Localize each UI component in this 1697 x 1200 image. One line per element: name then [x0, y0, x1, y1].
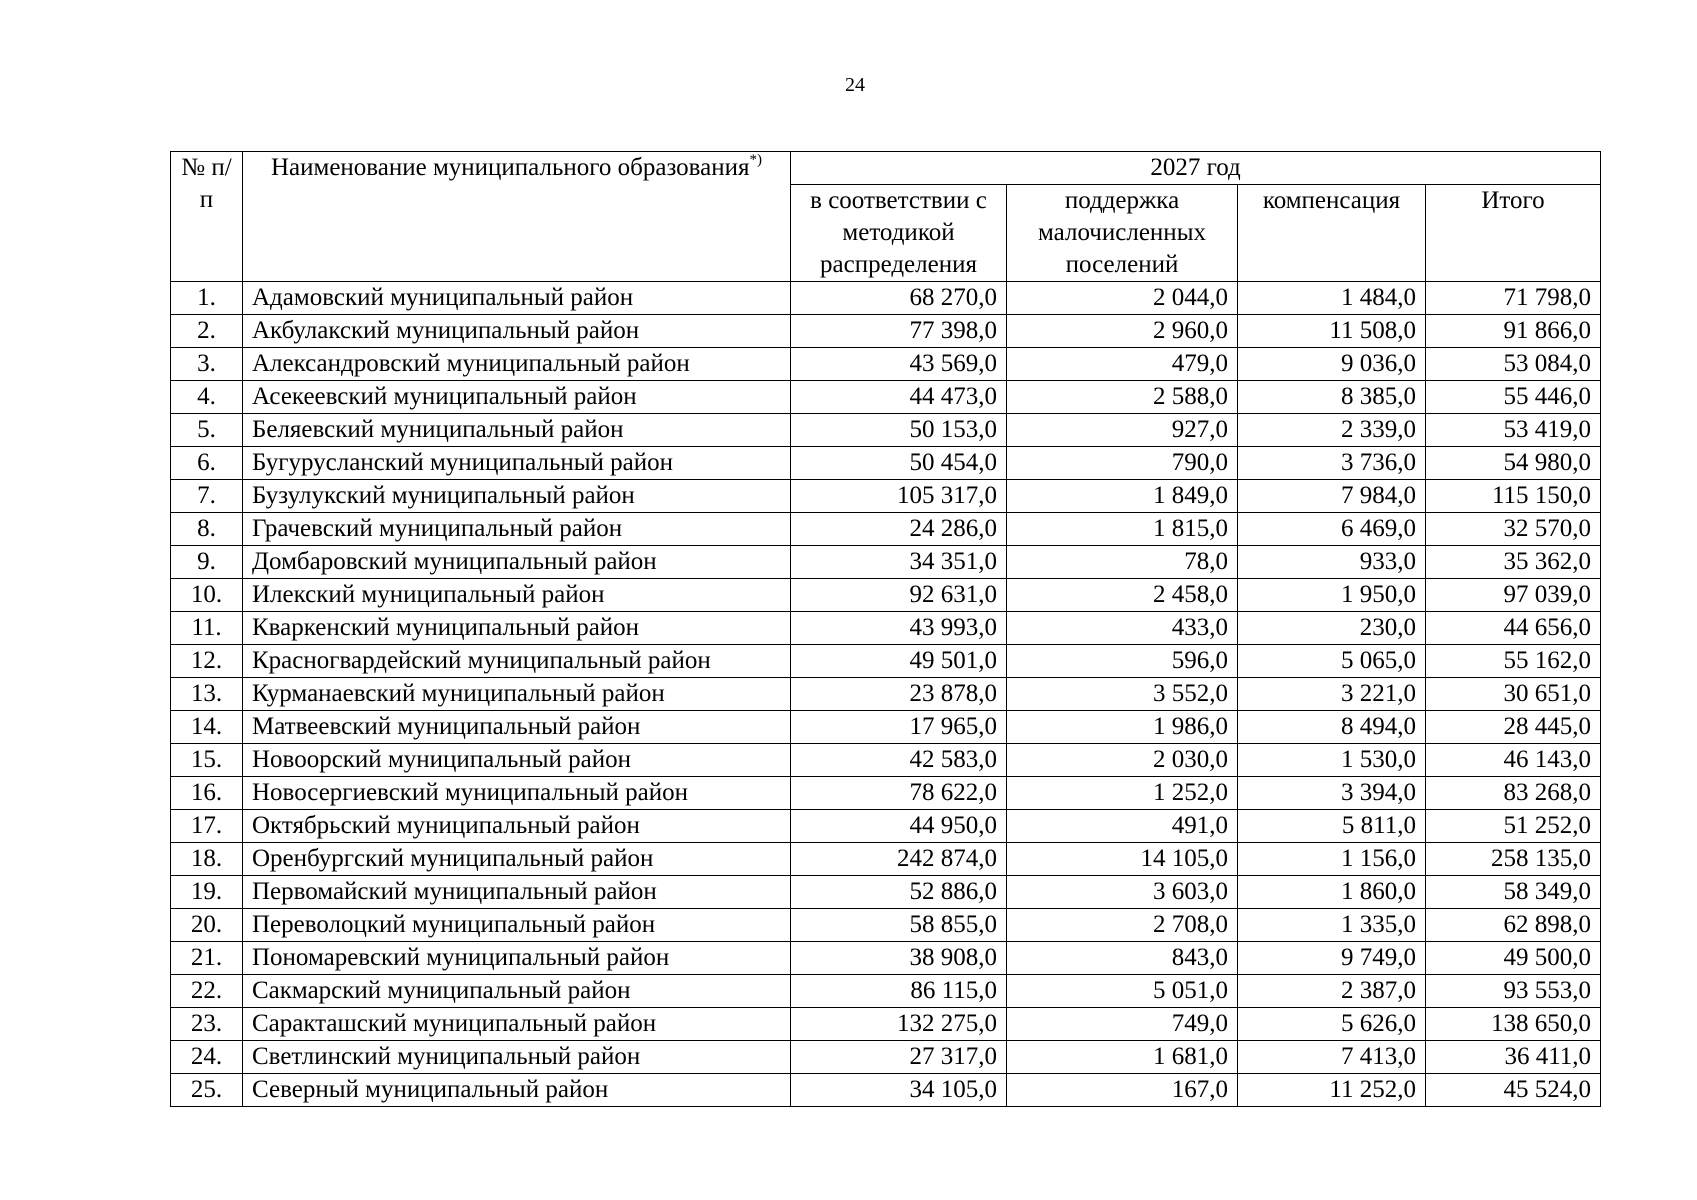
value-methodology: 34 105,0 — [791, 1074, 1007, 1107]
municipality-name: Переволоцкий муниципальный район — [243, 909, 791, 942]
value-total: 30 651,0 — [1426, 678, 1601, 711]
municipality-name: Северный муниципальный район — [243, 1074, 791, 1107]
table-row — [171, 447, 1601, 480]
value-small-settlements: 5 051,0 — [1007, 975, 1238, 1008]
value-compensation: 9 749,0 — [1238, 942, 1426, 975]
row-number: 20. — [171, 909, 243, 942]
value-compensation: 933,0 — [1238, 546, 1426, 579]
value-total: 53 084,0 — [1426, 348, 1601, 381]
value-compensation: 11 252,0 — [1238, 1074, 1426, 1107]
value-small-settlements: 78,0 — [1007, 546, 1238, 579]
row-number: 22. — [171, 975, 243, 1008]
header-name-footnote-mark: *) — [749, 151, 763, 168]
value-small-settlements: 1 681,0 — [1007, 1041, 1238, 1074]
table-row — [171, 348, 1601, 381]
value-total: 28 445,0 — [1426, 711, 1601, 744]
value-total: 55 446,0 — [1426, 381, 1601, 414]
header-name — [243, 152, 791, 282]
value-small-settlements: 927,0 — [1007, 414, 1238, 447]
municipality-name: Оренбургский муниципальный район — [243, 843, 791, 876]
value-methodology: 43 993,0 — [791, 612, 1007, 645]
value-total: 36 411,0 — [1426, 1041, 1601, 1074]
value-methodology: 34 351,0 — [791, 546, 1007, 579]
value-total: 49 500,0 — [1426, 942, 1601, 975]
row-number: 18. — [171, 843, 243, 876]
value-compensation: 2 339,0 — [1238, 414, 1426, 447]
value-compensation: 3 394,0 — [1238, 777, 1426, 810]
table-header — [171, 152, 1601, 282]
value-compensation: 3 736,0 — [1238, 447, 1426, 480]
value-methodology: 44 950,0 — [791, 810, 1007, 843]
table-row — [171, 612, 1601, 645]
municipality-name: Грачевский муниципальный район — [243, 513, 791, 546]
municipality-name: Бузулукский муниципальный район — [243, 480, 791, 513]
value-methodology: 44 473,0 — [791, 381, 1007, 414]
table-row — [171, 1074, 1601, 1107]
header-number: № п/п — [171, 152, 243, 282]
value-total: 51 252,0 — [1426, 810, 1601, 843]
table-row — [171, 645, 1601, 678]
table-row — [171, 546, 1601, 579]
value-total: 71 798,0 — [1426, 282, 1601, 315]
value-small-settlements: 749,0 — [1007, 1008, 1238, 1041]
value-total: 83 268,0 — [1426, 777, 1601, 810]
value-methodology: 52 886,0 — [791, 876, 1007, 909]
value-compensation: 5 065,0 — [1238, 645, 1426, 678]
row-number: 16. — [171, 777, 243, 810]
row-number: 5. — [171, 414, 243, 447]
municipality-name: Домбаровский муниципальный район — [243, 546, 791, 579]
value-total: 97 039,0 — [1426, 579, 1601, 612]
row-number: 6. — [171, 447, 243, 480]
value-small-settlements: 2 458,0 — [1007, 579, 1238, 612]
value-total: 35 362,0 — [1426, 546, 1601, 579]
row-number: 9. — [171, 546, 243, 579]
value-methodology: 50 153,0 — [791, 414, 1007, 447]
row-number: 8. — [171, 513, 243, 546]
municipality-name: Красногвардейский муниципальный район — [243, 645, 791, 678]
table-row — [171, 1041, 1601, 1074]
value-small-settlements: 1 252,0 — [1007, 777, 1238, 810]
row-number: 3. — [171, 348, 243, 381]
municipality-name: Беляевский муниципальный район — [243, 414, 791, 447]
value-total: 91 866,0 — [1426, 315, 1601, 348]
municipality-name: Саракташский муниципальный район — [243, 1008, 791, 1041]
value-compensation: 6 469,0 — [1238, 513, 1426, 546]
value-total: 54 980,0 — [1426, 447, 1601, 480]
row-number: 7. — [171, 480, 243, 513]
value-total: 53 419,0 — [1426, 414, 1601, 447]
value-compensation: 1 860,0 — [1238, 876, 1426, 909]
table-row — [171, 975, 1601, 1008]
header-col-compensation: компенсация — [1238, 185, 1426, 282]
value-small-settlements: 1 986,0 — [1007, 711, 1238, 744]
table-body — [171, 282, 1601, 1107]
value-methodology: 92 631,0 — [791, 579, 1007, 612]
value-total: 58 349,0 — [1426, 876, 1601, 909]
value-methodology: 50 454,0 — [791, 447, 1007, 480]
table-row — [171, 942, 1601, 975]
value-compensation: 7 413,0 — [1238, 1041, 1426, 1074]
header-year: 2027 год — [791, 152, 1601, 185]
municipality-name: Пономаревский муниципальный район — [243, 942, 791, 975]
value-methodology: 68 270,0 — [791, 282, 1007, 315]
municipality-name: Курманаевский муниципальный район — [243, 678, 791, 711]
value-small-settlements: 2 588,0 — [1007, 381, 1238, 414]
header-col-small-settlements: поддержка малочисленных поселений — [1007, 185, 1238, 282]
table-row — [171, 810, 1601, 843]
header-name-text: Наименование муниципального образования — [270, 154, 750, 181]
value-compensation: 8 494,0 — [1238, 711, 1426, 744]
row-number: 1. — [171, 282, 243, 315]
row-number: 19. — [171, 876, 243, 909]
budget-table — [170, 151, 1601, 1107]
table-row — [171, 579, 1601, 612]
table-row — [171, 843, 1601, 876]
row-number: 11. — [171, 612, 243, 645]
row-number: 12. — [171, 645, 243, 678]
row-number: 17. — [171, 810, 243, 843]
value-methodology: 49 501,0 — [791, 645, 1007, 678]
municipality-name: Сакмарский муниципальный район — [243, 975, 791, 1008]
header-col-total: Итого — [1426, 185, 1601, 282]
row-number: 24. — [171, 1041, 243, 1074]
row-number: 4. — [171, 381, 243, 414]
value-compensation: 8 385,0 — [1238, 381, 1426, 414]
municipality-name: Бугурусланский муниципальный район — [243, 447, 791, 480]
table-row — [171, 480, 1601, 513]
value-total: 32 570,0 — [1426, 513, 1601, 546]
value-small-settlements: 790,0 — [1007, 447, 1238, 480]
table-row — [171, 711, 1601, 744]
value-total: 115 150,0 — [1426, 480, 1601, 513]
value-methodology: 43 569,0 — [791, 348, 1007, 381]
value-total: 45 524,0 — [1426, 1074, 1601, 1107]
value-compensation: 9 036,0 — [1238, 348, 1426, 381]
municipality-name: Илекский муниципальный район — [243, 579, 791, 612]
row-number: 13. — [171, 678, 243, 711]
value-methodology: 242 874,0 — [791, 843, 1007, 876]
municipality-name: Акбулакский муниципальный район — [243, 315, 791, 348]
municipality-name: Новосергиевский муниципальный район — [243, 777, 791, 810]
municipality-name: Октябрьский муниципальный район — [243, 810, 791, 843]
value-methodology: 42 583,0 — [791, 744, 1007, 777]
table-row — [171, 513, 1601, 546]
value-small-settlements: 167,0 — [1007, 1074, 1238, 1107]
table-row — [171, 1008, 1601, 1041]
municipality-name: Первомайский муниципальный район — [243, 876, 791, 909]
value-small-settlements: 491,0 — [1007, 810, 1238, 843]
value-total: 258 135,0 — [1426, 843, 1601, 876]
value-compensation: 1 156,0 — [1238, 843, 1426, 876]
value-methodology: 23 878,0 — [791, 678, 1007, 711]
table-row — [171, 315, 1601, 348]
value-total: 46 143,0 — [1426, 744, 1601, 777]
value-methodology: 86 115,0 — [791, 975, 1007, 1008]
table-row — [171, 744, 1601, 777]
value-small-settlements: 596,0 — [1007, 645, 1238, 678]
header-col-methodology: в соответствии с методикой распределения — [791, 185, 1007, 282]
value-small-settlements: 3 603,0 — [1007, 876, 1238, 909]
value-small-settlements: 1 815,0 — [1007, 513, 1238, 546]
value-compensation: 5 811,0 — [1238, 810, 1426, 843]
value-small-settlements: 2 030,0 — [1007, 744, 1238, 777]
municipality-name: Адамовский муниципальный район — [243, 282, 791, 315]
row-number: 21. — [171, 942, 243, 975]
table-row — [171, 678, 1601, 711]
row-number: 2. — [171, 315, 243, 348]
value-compensation: 11 508,0 — [1238, 315, 1426, 348]
municipality-name: Светлинский муниципальный район — [243, 1041, 791, 1074]
value-small-settlements: 2 708,0 — [1007, 909, 1238, 942]
table-row — [171, 876, 1601, 909]
value-methodology: 27 317,0 — [791, 1041, 1007, 1074]
value-methodology: 38 908,0 — [791, 942, 1007, 975]
municipality-name: Матвеевский муниципальный район — [243, 711, 791, 744]
row-number: 25. — [171, 1074, 243, 1107]
value-compensation: 230,0 — [1238, 612, 1426, 645]
value-compensation: 1 530,0 — [1238, 744, 1426, 777]
value-compensation: 1 484,0 — [1238, 282, 1426, 315]
value-compensation: 3 221,0 — [1238, 678, 1426, 711]
value-small-settlements: 3 552,0 — [1007, 678, 1238, 711]
table-row — [171, 909, 1601, 942]
value-methodology: 17 965,0 — [791, 711, 1007, 744]
value-compensation: 7 984,0 — [1238, 480, 1426, 513]
value-compensation: 1 950,0 — [1238, 579, 1426, 612]
value-total: 138 650,0 — [1426, 1008, 1601, 1041]
value-total: 44 656,0 — [1426, 612, 1601, 645]
value-small-settlements: 2 960,0 — [1007, 315, 1238, 348]
value-methodology: 132 275,0 — [791, 1008, 1007, 1041]
table-row — [171, 777, 1601, 810]
value-compensation: 5 626,0 — [1238, 1008, 1426, 1041]
value-total: 62 898,0 — [1426, 909, 1601, 942]
value-methodology: 105 317,0 — [791, 480, 1007, 513]
value-compensation: 2 387,0 — [1238, 975, 1426, 1008]
municipality-name: Асекеевский муниципальный район — [243, 381, 791, 414]
page-number: 24 — [845, 74, 865, 96]
value-small-settlements: 433,0 — [1007, 612, 1238, 645]
municipality-name: Кваркенский муниципальный район — [243, 612, 791, 645]
value-methodology: 24 286,0 — [791, 513, 1007, 546]
table-row — [171, 381, 1601, 414]
municipality-name: Александровский муниципальный район — [243, 348, 791, 381]
row-number: 14. — [171, 711, 243, 744]
value-methodology: 58 855,0 — [791, 909, 1007, 942]
value-small-settlements: 843,0 — [1007, 942, 1238, 975]
value-compensation: 1 335,0 — [1238, 909, 1426, 942]
value-methodology: 78 622,0 — [791, 777, 1007, 810]
value-small-settlements: 14 105,0 — [1007, 843, 1238, 876]
value-small-settlements: 1 849,0 — [1007, 480, 1238, 513]
value-small-settlements: 479,0 — [1007, 348, 1238, 381]
row-number: 15. — [171, 744, 243, 777]
row-number: 10. — [171, 579, 243, 612]
row-number: 23. — [171, 1008, 243, 1041]
value-methodology: 77 398,0 — [791, 315, 1007, 348]
table-row — [171, 282, 1601, 315]
value-total: 93 553,0 — [1426, 975, 1601, 1008]
table-row — [171, 414, 1601, 447]
value-total: 55 162,0 — [1426, 645, 1601, 678]
value-small-settlements: 2 044,0 — [1007, 282, 1238, 315]
municipality-name: Новоорский муниципальный район — [243, 744, 791, 777]
